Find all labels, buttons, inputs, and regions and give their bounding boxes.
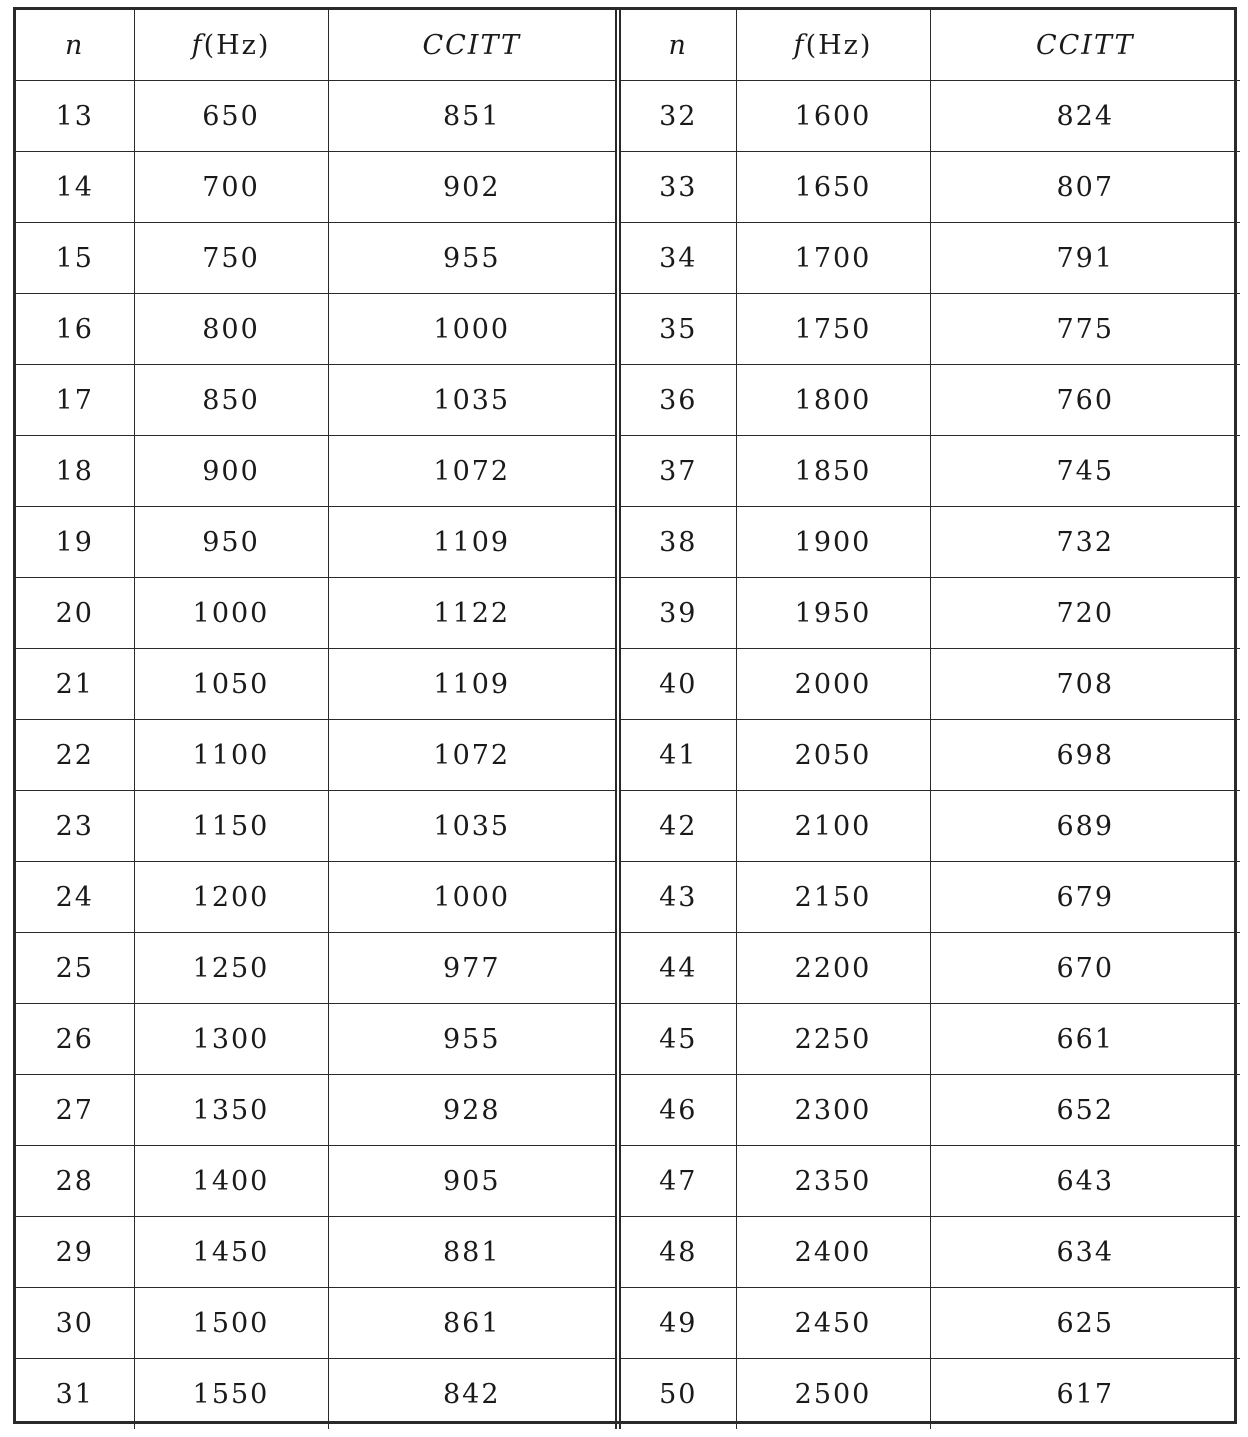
cell-n-left: 28 bbox=[16, 1146, 134, 1217]
cell-ccitt-left: 1109 bbox=[328, 649, 618, 720]
cell-ccitt-left: 1072 bbox=[328, 720, 618, 791]
header-n-right: n bbox=[618, 10, 736, 81]
table-row bbox=[16, 294, 1240, 365]
cell-n-left: 14 bbox=[16, 152, 134, 223]
cell-ccitt-left: 842 bbox=[328, 1359, 618, 1430]
cell-n-right: 48 bbox=[618, 1217, 736, 1288]
cell-frequency-right: 2500 bbox=[736, 1359, 930, 1430]
cell-ccitt-left: 955 bbox=[328, 223, 618, 294]
cell-frequency-left: 950 bbox=[134, 507, 328, 578]
cell-ccitt-right: 689 bbox=[930, 791, 1240, 862]
cell-ccitt-right: 775 bbox=[930, 294, 1240, 365]
table-body bbox=[16, 81, 1240, 1430]
cell-frequency-left: 800 bbox=[134, 294, 328, 365]
cell-n-right: 43 bbox=[618, 862, 736, 933]
cell-frequency-right: 1600 bbox=[736, 81, 930, 152]
header-frequency-right bbox=[736, 10, 930, 81]
cell-frequency-right: 2350 bbox=[736, 1146, 930, 1217]
cell-n-left: 31 bbox=[16, 1359, 134, 1430]
cell-ccitt-right: 708 bbox=[930, 649, 1240, 720]
cell-frequency-right: 2300 bbox=[736, 1075, 930, 1146]
header-f-symbol: f bbox=[793, 29, 806, 61]
cell-n-left: 13 bbox=[16, 81, 134, 152]
cell-ccitt-right: 634 bbox=[930, 1217, 1240, 1288]
cell-n-left: 20 bbox=[16, 578, 134, 649]
header-f-symbol: f bbox=[191, 29, 204, 61]
cell-frequency-right: 1900 bbox=[736, 507, 930, 578]
cell-frequency-left: 1250 bbox=[134, 933, 328, 1004]
table-row bbox=[16, 1359, 1240, 1430]
table-row bbox=[16, 649, 1240, 720]
cell-ccitt-left: 902 bbox=[328, 152, 618, 223]
cell-frequency-right: 2050 bbox=[736, 720, 930, 791]
cell-ccitt-left: 851 bbox=[328, 81, 618, 152]
data-table bbox=[16, 10, 1240, 1429]
cell-frequency-right: 2250 bbox=[736, 1004, 930, 1075]
table-row bbox=[16, 862, 1240, 933]
cell-frequency-right: 2000 bbox=[736, 649, 930, 720]
cell-ccitt-right: 791 bbox=[930, 223, 1240, 294]
cell-ccitt-left: 881 bbox=[328, 1217, 618, 1288]
cell-n-left: 23 bbox=[16, 791, 134, 862]
table-row bbox=[16, 365, 1240, 436]
cell-frequency-left: 650 bbox=[134, 81, 328, 152]
cell-frequency-left: 1450 bbox=[134, 1217, 328, 1288]
cell-frequency-left: 1050 bbox=[134, 649, 328, 720]
cell-ccitt-right: 807 bbox=[930, 152, 1240, 223]
cell-frequency-right: 1750 bbox=[736, 294, 930, 365]
cell-frequency-right: 1700 bbox=[736, 223, 930, 294]
cell-n-right: 46 bbox=[618, 1075, 736, 1146]
cell-n-right: 44 bbox=[618, 933, 736, 1004]
table-row bbox=[16, 1217, 1240, 1288]
table-row bbox=[16, 81, 1240, 152]
cell-ccitt-right: 652 bbox=[930, 1075, 1240, 1146]
cell-ccitt-right: 661 bbox=[930, 1004, 1240, 1075]
cell-frequency-left: 1200 bbox=[134, 862, 328, 933]
cell-ccitt-left: 1000 bbox=[328, 294, 618, 365]
cell-n-right: 42 bbox=[618, 791, 736, 862]
header-f-unit: (Hz) bbox=[203, 29, 271, 61]
cell-ccitt-right: 745 bbox=[930, 436, 1240, 507]
cell-ccitt-right: 625 bbox=[930, 1288, 1240, 1359]
cell-n-left: 25 bbox=[16, 933, 134, 1004]
cell-n-left: 19 bbox=[16, 507, 134, 578]
table-row bbox=[16, 1004, 1240, 1075]
cell-n-right: 45 bbox=[618, 1004, 736, 1075]
cell-ccitt-right: 698 bbox=[930, 720, 1240, 791]
cell-n-left: 29 bbox=[16, 1217, 134, 1288]
cell-ccitt-left: 955 bbox=[328, 1004, 618, 1075]
cell-ccitt-left: 1000 bbox=[328, 862, 618, 933]
cell-frequency-right: 2150 bbox=[736, 862, 930, 933]
cell-ccitt-right: 732 bbox=[930, 507, 1240, 578]
cell-frequency-right: 1650 bbox=[736, 152, 930, 223]
table-row bbox=[16, 223, 1240, 294]
cell-ccitt-right: 760 bbox=[930, 365, 1240, 436]
cell-n-right: 50 bbox=[618, 1359, 736, 1430]
cell-n-right: 35 bbox=[618, 294, 736, 365]
cell-n-left: 18 bbox=[16, 436, 134, 507]
cell-frequency-left: 1300 bbox=[134, 1004, 328, 1075]
cell-n-right: 32 bbox=[618, 81, 736, 152]
cell-ccitt-left: 1035 bbox=[328, 365, 618, 436]
cell-ccitt-left: 977 bbox=[328, 933, 618, 1004]
ccitt-weighting-table bbox=[13, 7, 1237, 1424]
cell-n-left: 17 bbox=[16, 365, 134, 436]
cell-frequency-right: 2100 bbox=[736, 791, 930, 862]
cell-frequency-left: 700 bbox=[134, 152, 328, 223]
cell-frequency-left: 750 bbox=[134, 223, 328, 294]
cell-n-left: 21 bbox=[16, 649, 134, 720]
cell-n-left: 27 bbox=[16, 1075, 134, 1146]
cell-ccitt-left: 905 bbox=[328, 1146, 618, 1217]
cell-n-right: 39 bbox=[618, 578, 736, 649]
table-row bbox=[16, 791, 1240, 862]
header-n-left: n bbox=[16, 10, 134, 81]
table-row bbox=[16, 578, 1240, 649]
cell-ccitt-right: 824 bbox=[930, 81, 1240, 152]
cell-ccitt-left: 1122 bbox=[328, 578, 618, 649]
cell-n-right: 40 bbox=[618, 649, 736, 720]
cell-frequency-left: 850 bbox=[134, 365, 328, 436]
table-row bbox=[16, 507, 1240, 578]
cell-frequency-right: 2450 bbox=[736, 1288, 930, 1359]
cell-frequency-left: 900 bbox=[134, 436, 328, 507]
cell-n-left: 22 bbox=[16, 720, 134, 791]
table-row bbox=[16, 1146, 1240, 1217]
header-frequency-left bbox=[134, 10, 328, 81]
cell-n-right: 37 bbox=[618, 436, 736, 507]
cell-frequency-left: 1350 bbox=[134, 1075, 328, 1146]
header-ccitt-right: CCITT bbox=[930, 10, 1240, 81]
cell-n-right: 41 bbox=[618, 720, 736, 791]
table-row bbox=[16, 720, 1240, 791]
cell-ccitt-right: 643 bbox=[930, 1146, 1240, 1217]
header-f-unit: (Hz) bbox=[805, 29, 873, 61]
cell-n-right: 47 bbox=[618, 1146, 736, 1217]
header-ccitt-left: CCITT bbox=[328, 10, 618, 81]
cell-frequency-left: 1000 bbox=[134, 578, 328, 649]
table-row bbox=[16, 152, 1240, 223]
cell-frequency-left: 1400 bbox=[134, 1146, 328, 1217]
table-row bbox=[16, 1288, 1240, 1359]
cell-ccitt-left: 928 bbox=[328, 1075, 618, 1146]
cell-n-left: 26 bbox=[16, 1004, 134, 1075]
cell-frequency-right: 2400 bbox=[736, 1217, 930, 1288]
cell-ccitt-right: 617 bbox=[930, 1359, 1240, 1430]
table-row bbox=[16, 933, 1240, 1004]
cell-ccitt-right: 670 bbox=[930, 933, 1240, 1004]
cell-n-right: 36 bbox=[618, 365, 736, 436]
cell-ccitt-left: 1109 bbox=[328, 507, 618, 578]
cell-n-left: 15 bbox=[16, 223, 134, 294]
cell-frequency-right: 1800 bbox=[736, 365, 930, 436]
cell-n-right: 33 bbox=[618, 152, 736, 223]
header-row bbox=[16, 10, 1240, 81]
cell-frequency-left: 1150 bbox=[134, 791, 328, 862]
table-row bbox=[16, 1075, 1240, 1146]
cell-frequency-left: 1550 bbox=[134, 1359, 328, 1430]
cell-frequency-left: 1100 bbox=[134, 720, 328, 791]
cell-frequency-left: 1500 bbox=[134, 1288, 328, 1359]
cell-n-left: 16 bbox=[16, 294, 134, 365]
cell-n-right: 38 bbox=[618, 507, 736, 578]
cell-ccitt-left: 861 bbox=[328, 1288, 618, 1359]
cell-n-left: 30 bbox=[16, 1288, 134, 1359]
cell-n-right: 34 bbox=[618, 223, 736, 294]
cell-frequency-right: 1850 bbox=[736, 436, 930, 507]
cell-n-right: 49 bbox=[618, 1288, 736, 1359]
cell-ccitt-right: 679 bbox=[930, 862, 1240, 933]
cell-frequency-right: 1950 bbox=[736, 578, 930, 649]
cell-ccitt-left: 1072 bbox=[328, 436, 618, 507]
cell-n-left: 24 bbox=[16, 862, 134, 933]
cell-ccitt-right: 720 bbox=[930, 578, 1240, 649]
table-row bbox=[16, 436, 1240, 507]
cell-ccitt-left: 1035 bbox=[328, 791, 618, 862]
cell-frequency-right: 2200 bbox=[736, 933, 930, 1004]
